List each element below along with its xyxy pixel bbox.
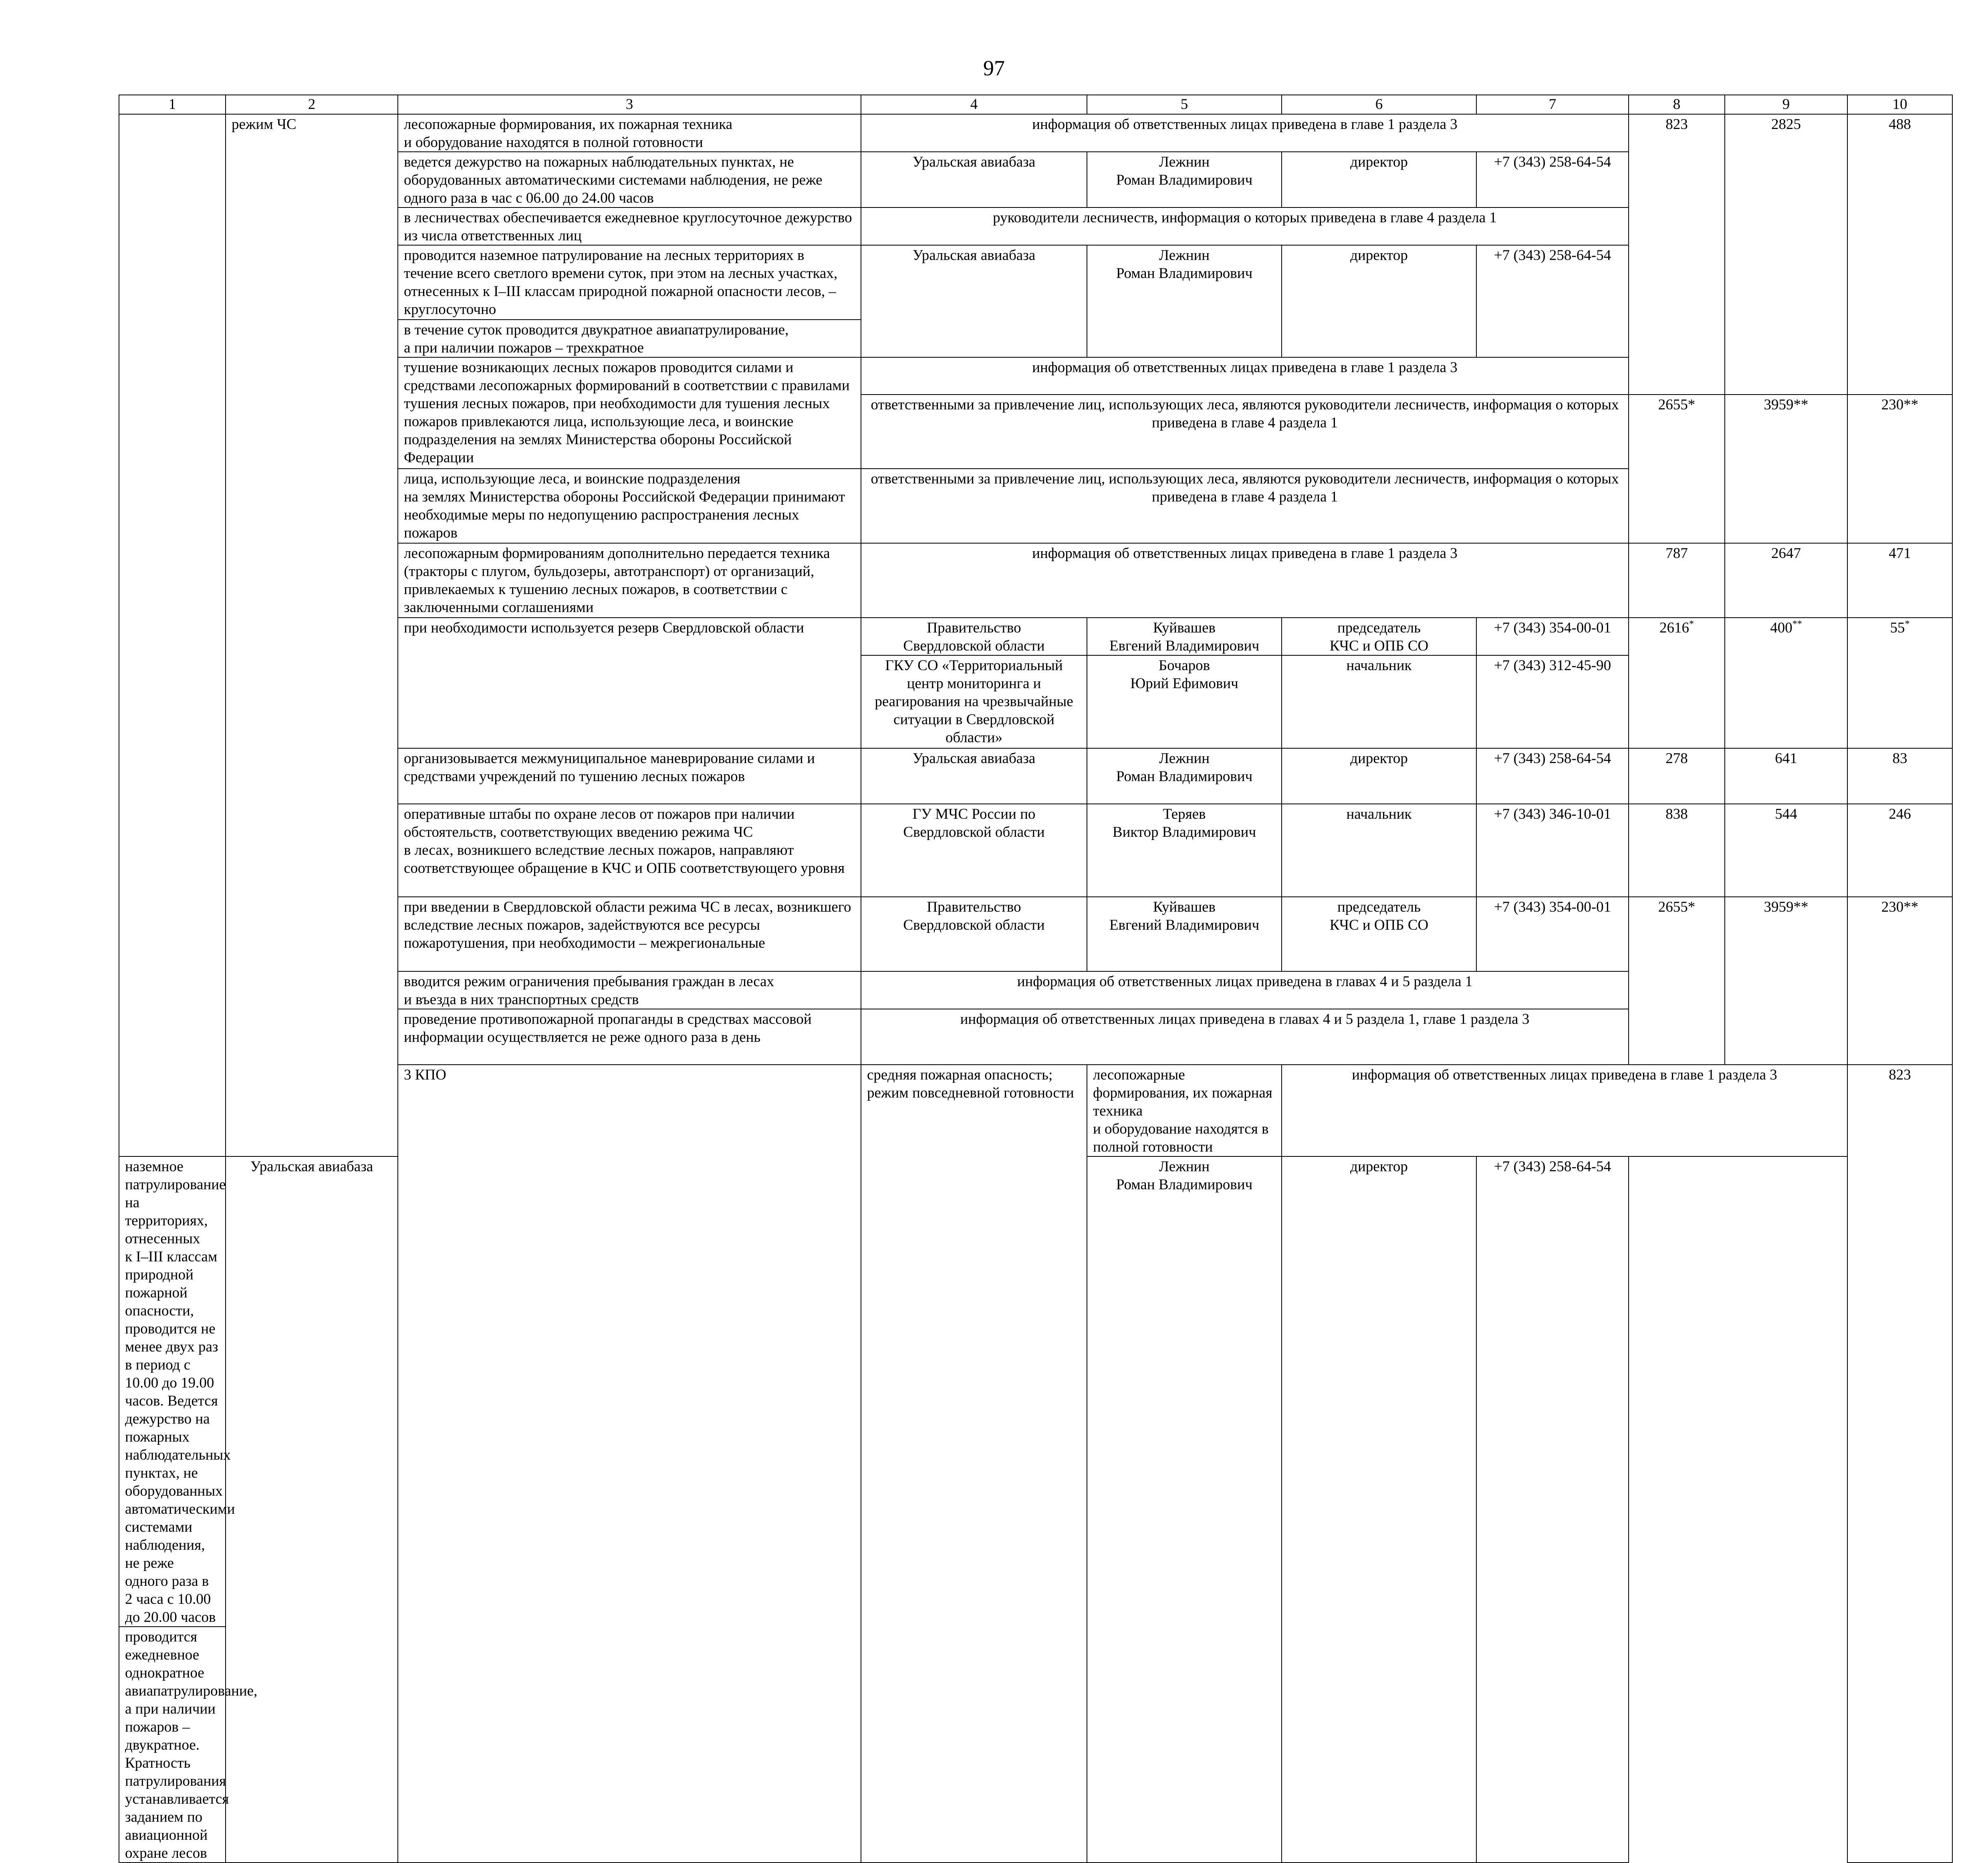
measure-cell: ведется дежурство на пожарных наблюдательных пунктах, не оборудованных автоматическими системами наблюдения, не реже одного раза в час с 06.00 до 24.00 часов: [398, 152, 861, 207]
responsible-name-cell: Куйвашев Евгений Владимирович: [1087, 618, 1282, 655]
organization-cell: Уральская авиабаза: [861, 152, 1087, 207]
organization-cell: Уральская авиабаза: [226, 1156, 398, 1863]
position-cell: директор: [1282, 748, 1476, 804]
fire-class-cell: [119, 114, 226, 1156]
organization-cell: Уральская авиабаза: [861, 748, 1087, 804]
count-col8: 2655*: [1629, 897, 1725, 1065]
count-col9: 3959**: [1725, 897, 1847, 1065]
count-col10: 471: [1847, 543, 1952, 618]
responsible-info-cell: информация об ответственных лицах приведена в главе 1 раздела 3: [861, 543, 1629, 618]
count-col9: 2825: [1725, 114, 1847, 395]
count-col9: 544: [1725, 804, 1847, 897]
measure-cell: организовывается межмуниципальное маневрирование силами и средствами учреждений по тушению лесных пожаров: [398, 748, 861, 804]
count-col10: 488: [1847, 114, 1952, 395]
position-cell: начальник: [1282, 655, 1476, 748]
measure-cell: наземное патрулирование на территориях, отнесенных к I–III классам природной пожарной опасности, проводится не менее двух раз в период с 10.00 до 19.00 часов. Ведется дежурство на пожарных наблюдательных пунктах, не оборудованных автоматическими системами наблюдения, не реже одного раза в 2 часа с 10.00 до 20.00 часов: [119, 1156, 226, 1627]
phone-cell: +7 (343) 354-00-01: [1476, 618, 1629, 655]
measure-cell: вводится режим ограничения пребывания граждан в лесах и въезда в них транспортных средств: [398, 971, 861, 1009]
measure-cell: лесопожарные формирования, их пожарная техника и оборудование находятся в полной готовности: [398, 114, 861, 152]
responsible-info-cell: информация об ответственных лицах приведена в главе 1 раздела 3: [1282, 1065, 1847, 1156]
responsible-name-cell: Лежнин Роман Владимирович: [1087, 748, 1282, 804]
regime-cell: режим ЧС: [226, 114, 398, 1156]
organization-cell: ГУ МЧС России по Свердловской области: [861, 804, 1087, 897]
page-number: 97: [983, 56, 1005, 80]
position-cell: директор: [1282, 152, 1476, 207]
phone-cell: +7 (343) 354-00-01: [1476, 897, 1629, 971]
count-col10: 230**: [1847, 897, 1952, 1065]
count-value: 2616: [1659, 620, 1689, 636]
measure-cell: проведение противопожарной пропаганды в средствах массовой информации осуществляется не реже одного раза в день: [398, 1009, 861, 1065]
phone-cell: +7 (343) 346-10-01: [1476, 804, 1629, 897]
forest-fire-measures-table: [119, 95, 1953, 1863]
count-col9: 3959**: [1725, 395, 1847, 543]
position-cell: председатель КЧС и ОПБ СО: [1282, 897, 1476, 971]
organization-cell: Уральская авиабаза: [861, 245, 1087, 357]
column-number-row: [119, 95, 1952, 114]
column-number: 3: [398, 95, 861, 114]
count-col8: [1629, 618, 1725, 748]
organization-cell: ГКУ СО «Территориальный центр мониторинга и реагирования на чрезвычайные ситуации в Свердловской области»: [861, 655, 1087, 748]
responsible-info-cell: руководители лесничеств, информация о которых приведена в главе 4 раздела 1: [861, 207, 1629, 245]
responsible-name-cell: Лежнин Роман Владимирович: [1087, 152, 1282, 207]
footnote-mark: *: [1689, 619, 1694, 629]
measure-cell: в течение суток проводится двукратное авиапатрулирование, а при наличии пожаров – трехкратное: [398, 320, 861, 357]
phone-cell: +7 (343) 258-64-54: [1476, 748, 1629, 804]
measure-cell: в лесничествах обеспечивается ежедневное круглосуточное дежурство из числа ответственных лиц: [398, 207, 861, 245]
responsible-name-cell: Лежнин Роман Владимирович: [1087, 245, 1282, 357]
responsible-info-cell: информация об ответственных лицах приведена в главах 4 и 5 раздела 1, главе 1 раздела 3: [861, 1009, 1629, 1065]
count-col8: 823: [1847, 1065, 1952, 1863]
column-number: 8: [1629, 95, 1725, 114]
measure-cell: проводится ежедневное однократное авиапатрулирование, а при наличии пожаров – двукратное. Кратность патрулирования устанавливается заданием по авиационной охране лесов: [119, 1627, 226, 1863]
column-number: 7: [1476, 95, 1629, 114]
count-col10: 230**: [1847, 395, 1952, 543]
phone-cell: +7 (343) 312-45-90: [1476, 655, 1629, 748]
count-col8: 787: [1629, 543, 1725, 618]
responsible-name-cell: Бочаров Юрий Ефимович: [1087, 655, 1282, 748]
count-col9: 2647: [1725, 543, 1847, 618]
phone-cell: +7 (343) 258-64-54: [1476, 152, 1629, 207]
count-col10: 246: [1847, 804, 1952, 897]
responsible-info-cell: информация об ответственных лицах приведена в главе 1 раздела 3: [861, 357, 1629, 395]
measure-cell: лица, использующие леса, и воинские подразделения на землях Министерства обороны Российской Федерации принимают необходимые меры по недопущению распространения лесных пожаров: [398, 469, 861, 543]
count-col9: 641: [1725, 748, 1847, 804]
responsible-name-cell: Лежнин Роман Владимирович: [1087, 1156, 1282, 1863]
column-number: 1: [119, 95, 226, 114]
responsible-info-cell: ответственными за привлечение лиц, использующих леса, являются руководители лесничеств, информация о которых приведена в главе 4 раздела 1: [861, 395, 1629, 469]
regime-cell: средняя пожарная опасность; режим повседневной готовности: [861, 1065, 1087, 1863]
measure-cell: лесопожарным формированиям дополнительно передается техника (тракторы с плугом, бульдозеры, автотранспорт) от организаций, привлекаемых к тушению лесных пожаров, в соответствии с заключенными соглашениями: [398, 543, 861, 618]
position-cell: директор: [1282, 245, 1476, 357]
measure-cell: при необходимости используется резерв Свердловской области: [398, 618, 861, 748]
position-cell: председатель КЧС и ОПБ СО: [1282, 618, 1476, 655]
measure-cell: тушение возникающих лесных пожаров проводится силами и средствами лесопожарных формирований в соответствии с правилами тушения лесных пожаров, при необходимости для тушения лесных пожаров привлекаются лица, использующие леса, и воинские подразделения на землях Министерства обороны Российской Федерации: [398, 357, 861, 469]
count-col8: 2655*: [1629, 395, 1725, 543]
phone-cell: +7 (343) 258-64-54: [1476, 1156, 1629, 1863]
column-number: 2: [226, 95, 398, 114]
position-cell: директор: [1282, 1156, 1476, 1863]
count-col10: [1847, 618, 1952, 748]
column-number: 4: [861, 95, 1087, 114]
responsible-info-cell: информация об ответственных лицах приведена в главе 1 раздела 3: [861, 114, 1629, 152]
measure-cell: при введении в Свердловской области режима ЧС в лесах, возникшего вследствие лесных пожаров, задействуются все ресурсы пожаротушения, при необходимости – межрегиональные: [398, 897, 861, 971]
position-cell: начальник: [1282, 804, 1476, 897]
count-col8: 838: [1629, 804, 1725, 897]
organization-cell: Правительство Свердловской области: [861, 897, 1087, 971]
responsible-info-cell: информация об ответственных лицах приведена в главах 4 и 5 раздела 1: [861, 971, 1629, 1009]
column-number: 10: [1847, 95, 1952, 114]
measure-cell: лесопожарные формирования, их пожарная техника и оборудование находятся в полной готовности: [1087, 1065, 1282, 1156]
column-number: 6: [1282, 95, 1476, 114]
measure-cell: оперативные штабы по охране лесов от пожаров при наличии обстоятельств, соответствующих введению режима ЧС в лесах, возникшего вследствие лесных пожаров, направляют соответствующее обращение в КЧС и ОПБ соответствующего уровня: [398, 804, 861, 897]
measure-cell: проводится наземное патрулирование на лесных территориях в течение всего светлого времени суток, при этом на лесных участках, отнесенных к I–III классам природной пожарной опасности лесов, – круглосуточно: [398, 245, 861, 320]
column-number: 5: [1087, 95, 1282, 114]
count-col9: [1725, 618, 1847, 748]
footnote-mark: **: [1792, 619, 1802, 629]
count-value: 400: [1770, 620, 1792, 636]
count-col8: 278: [1629, 748, 1725, 804]
count-col8: 823: [1629, 114, 1725, 395]
column-number: 9: [1725, 95, 1847, 114]
phone-cell: +7 (343) 258-64-54: [1476, 245, 1629, 357]
responsible-name-cell: Куйвашев Евгений Владимирович: [1087, 897, 1282, 971]
count-value: 55: [1890, 620, 1905, 636]
responsible-info-cell: ответственными за привлечение лиц, использующих леса, являются руководители лесничеств, информация о которых приведена в главе 4 раздела 1: [861, 469, 1629, 543]
responsible-name-cell: Теряев Виктор Владимирович: [1087, 804, 1282, 897]
organization-cell: Правительство Свердловской области: [861, 618, 1087, 655]
count-col10: 83: [1847, 748, 1952, 804]
table-row: [119, 114, 1952, 152]
fire-class-cell: 3 КПО: [398, 1065, 861, 1863]
footnote-mark: *: [1905, 619, 1910, 629]
